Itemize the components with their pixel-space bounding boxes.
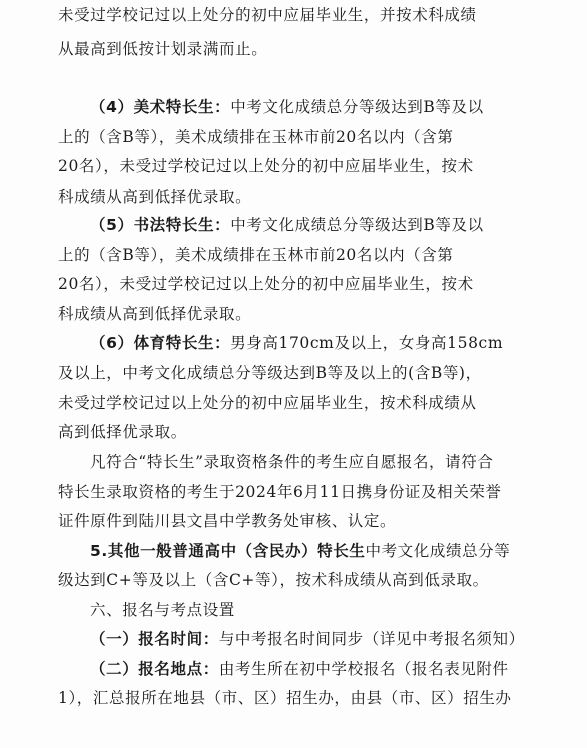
- text-line-14: [58, 420, 534, 444]
- line-text: 凡符合“特长生”录取资格条件的考生应自愿报名，请符合: [90, 453, 494, 471]
- text-line-9: [58, 272, 534, 296]
- text-line-20: [90, 598, 566, 622]
- line-text: 中考文化成绩总分等: [365, 542, 511, 560]
- text-line-18: [90, 539, 566, 563]
- text-line-1: [58, 3, 534, 27]
- line-lead: （二）报名地点：: [90, 660, 219, 678]
- text-line-11: [90, 331, 566, 355]
- line-text: 由考生所在初中学校报名（报名表见附件: [218, 660, 509, 678]
- line-text: 级达到C+等及以上（含C+等），按术科成绩从高到低录取。: [58, 571, 489, 589]
- line-text: 上的（含B等），美术成绩排在玉林市前20名以内（含第: [58, 246, 454, 264]
- line-text: 特长生录取资格的考生于2024年6月11日携身份证及相关荣誉: [58, 483, 502, 501]
- text-line-4: [58, 125, 534, 149]
- line-lead: 5.其他一般普通高中（含民办）特长生: [90, 542, 366, 560]
- text-line-13: [58, 391, 534, 415]
- line-text: 证件原件到陆川县文昌中学教务处审核、认定。: [58, 512, 397, 530]
- line-text: 未受过学校记过以上处分的初中应届毕业生，并按术科成绩: [58, 6, 477, 24]
- line-text: 科成绩从高到低择优录取。: [58, 305, 252, 323]
- text-line-22: [90, 657, 566, 681]
- text-line-21: [90, 627, 566, 651]
- line-lead: （6）体育特长生：: [90, 334, 231, 352]
- text-line-12: [58, 361, 534, 385]
- line-text: 与中考报名时间同步（详见中考报名须知）: [218, 630, 525, 648]
- text-line-19: [58, 568, 534, 592]
- text-line-23: [58, 686, 534, 710]
- line-text: 20名），未受过学校记过以上处分的初中应届毕业生，按术: [58, 157, 474, 175]
- text-line-2: [58, 37, 534, 61]
- line-text: 上的（含B等），美术成绩排在玉林市前20名以内（含第: [58, 128, 454, 146]
- line-text: 及以上，中考文化成绩总分等级达到B等及以上的(含B等)，: [58, 364, 482, 382]
- line-text: 高到低择优录取。: [58, 423, 187, 441]
- line-lead: （一）报名时间：: [90, 630, 219, 648]
- text-line-16: [58, 480, 534, 504]
- text-line-17: [58, 509, 534, 533]
- line-text: 中考文化成绩总分等级达到B等及以: [230, 98, 484, 116]
- line-text: 未受过学校记过以上处分的初中应届毕业生，按术科成绩从: [58, 394, 477, 412]
- line-lead: （4）美术特长生：: [90, 98, 231, 116]
- text-line-15: [90, 450, 566, 474]
- line-lead: （5）书法特长生：: [90, 216, 231, 234]
- line-text: 男身高170cm及以上，女身高158cm: [230, 334, 504, 352]
- text-line-5: [58, 154, 534, 178]
- text-line-6: [58, 185, 534, 209]
- text-line-8: [58, 243, 534, 267]
- line-text: 1），汇总报所在地县（市、区）招生办，由县（市、区）招生办: [58, 689, 512, 707]
- line-text: 20名），未受过学校记过以上处分的初中应届毕业生，按术: [58, 275, 474, 293]
- text-line-3: [90, 95, 566, 119]
- line-text: 六、报名与考点设置: [90, 601, 235, 619]
- line-text: 从最高到低按计划录满而止。: [58, 40, 268, 58]
- line-text: 科成绩从高到低择优录取。: [58, 188, 252, 206]
- text-line-10: [58, 302, 534, 326]
- line-text: 中考文化成绩总分等级达到B等及以: [230, 216, 484, 234]
- text-line-7: [90, 213, 566, 237]
